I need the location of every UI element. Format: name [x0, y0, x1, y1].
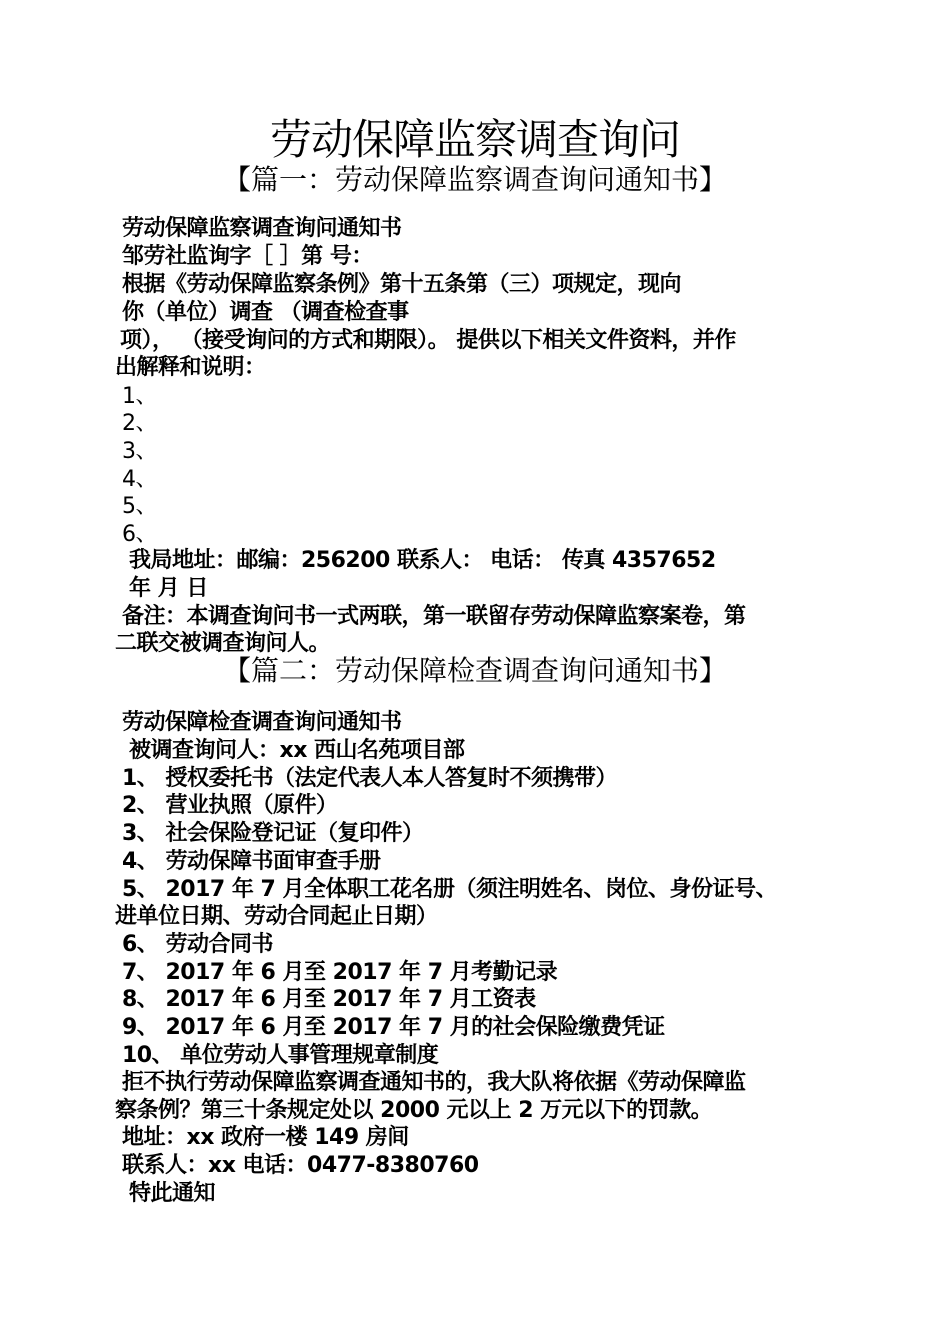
section2-heading: 【篇二：劳动保障检查调查询问通知书】: [222, 654, 727, 687]
list-item: 进单位日期、劳动合同起止日期）: [115, 904, 438, 929]
list-item: 3、: [122, 439, 157, 464]
remark-line: 二联交被调查询问人。: [115, 631, 331, 656]
contact-line: 我局地址：邮编：256200 联系人： 电话： 传真 4357652: [129, 548, 716, 573]
list-item: 10、 单位劳动人事管理规章制度: [122, 1043, 439, 1068]
list-item: 7、 2017 年 6 月至 2017 年 7 月考勤记录: [122, 960, 558, 985]
list-item: 4、 劳动保障书面审查手册: [122, 849, 381, 874]
list-item: 5、: [122, 494, 157, 519]
list-item: 1、: [122, 384, 157, 409]
list-item: 6、 劳动合同书: [122, 932, 273, 957]
list-item: 5、 2017 年 7 月全体职工花名册（须注明姓名、岗位、身份证号、: [122, 877, 777, 902]
body-line: 项）， （接受询问的方式和期限）。 提供以下相关文件资料，并作: [120, 328, 736, 353]
address-line: 地址：xx 政府一楼 149 房间: [122, 1125, 409, 1150]
list-item: 3、 社会保险登记证（复印件）: [122, 821, 424, 846]
contact-line: 联系人：xx 电话：0477-8380760: [122, 1153, 479, 1178]
list-item: 2、 营业执照（原件）: [122, 793, 338, 818]
penalty-line: 察条例？第三十条规定处以 2000 元以上 2 万元以下的罚款。: [115, 1098, 713, 1123]
notice-title: 劳动保障检查调查询问通知书: [122, 710, 402, 735]
body-line: 根据《劳动保障监察条例》第十五条第（三）项规定，现向: [122, 272, 682, 297]
body-line: 出解释和说明：: [115, 355, 266, 380]
document-title: 劳动保障监察调查询问: [269, 115, 680, 164]
list-item: 2、: [122, 411, 157, 436]
list-item: 8、 2017 年 6 月至 2017 年 7 月工资表: [122, 987, 536, 1012]
list-item: 6、: [122, 522, 157, 547]
notice-title: 劳动保障监察调查询问通知书: [122, 216, 402, 241]
date-line: 年 月 日: [129, 576, 208, 601]
list-item: 1、 授权委托书（法定代表人本人答复时不须携带）: [122, 766, 617, 791]
document-number: 邹劳社监询字［ ］第 号：: [122, 244, 373, 269]
section1-heading: 【篇一：劳动保障监察调查询问通知书】: [222, 163, 727, 196]
penalty-line: 拒不执行劳动保障监察调查通知书的，我大队将依据《劳动保障监: [122, 1070, 746, 1095]
list-item: 9、 2017 年 6 月至 2017 年 7 月的社会保险缴费凭证: [122, 1015, 665, 1040]
closing-line: 特此通知: [129, 1181, 216, 1206]
respondent-line: 被调查询问人：xx 西山名苑项目部: [129, 738, 465, 763]
body-line: 你（单位）调查 （调查检查事: [122, 300, 409, 325]
list-item: 4、: [122, 467, 157, 492]
remark-line: 备注：本调查询问书一式两联，第一联留存劳动保障监察案卷，第: [122, 604, 746, 629]
